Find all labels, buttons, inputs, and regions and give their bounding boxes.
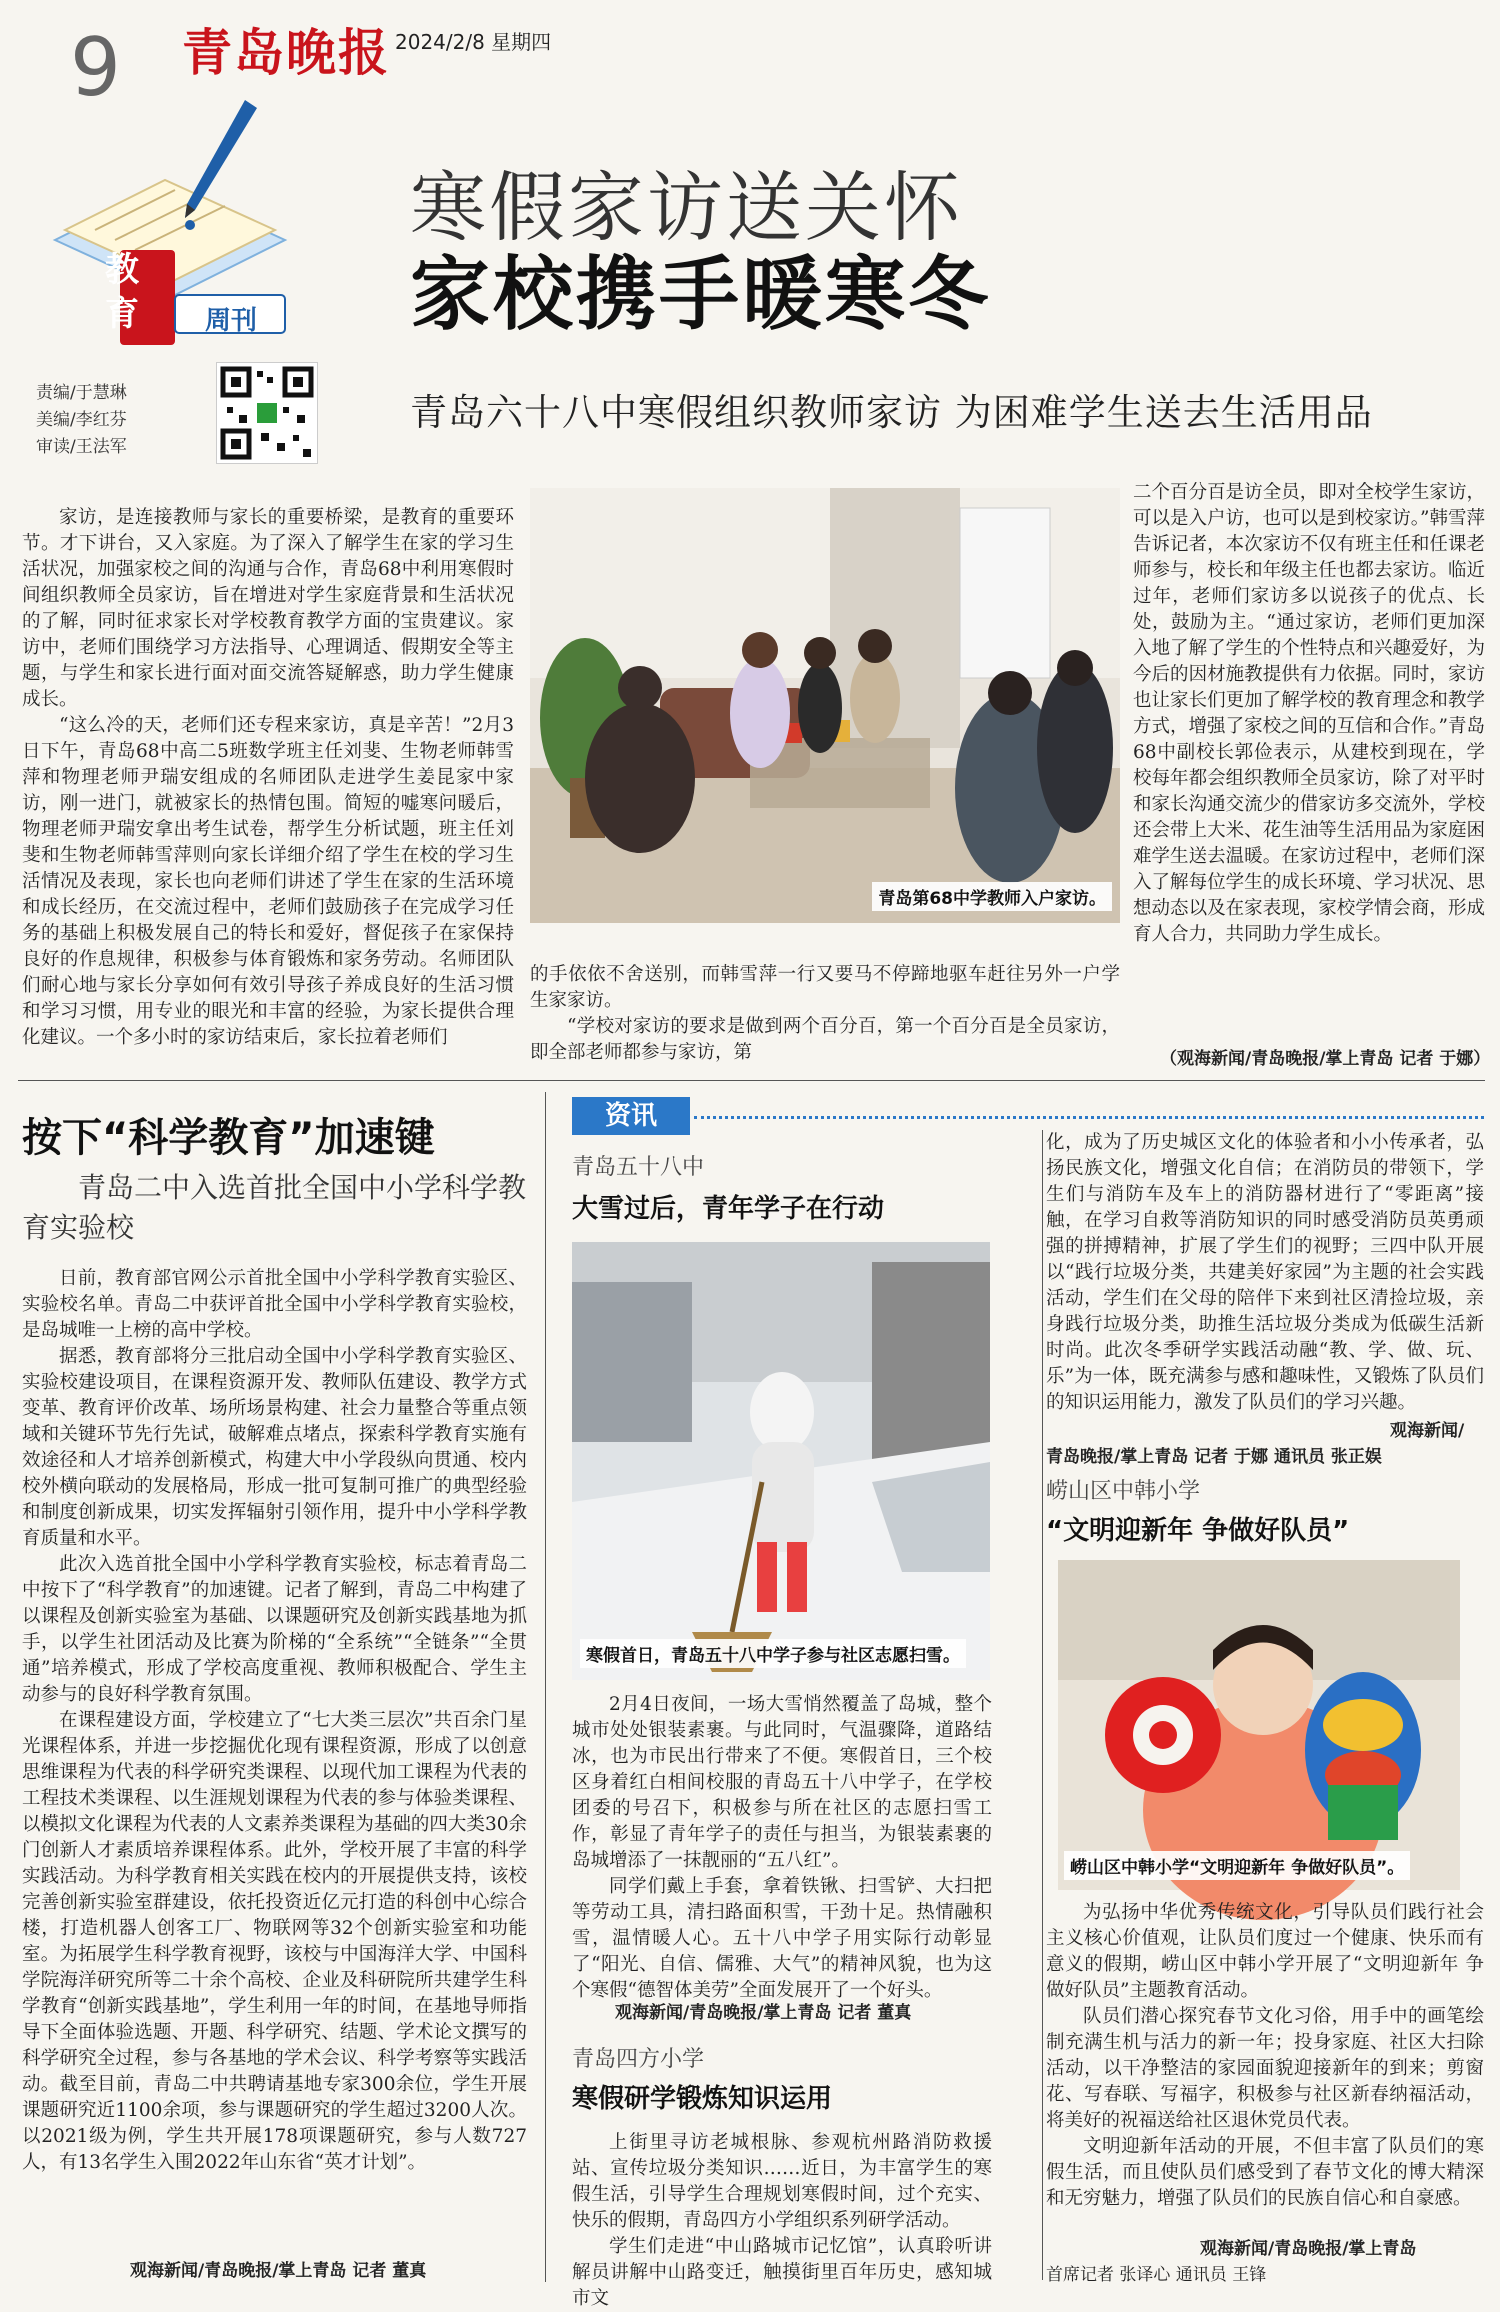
science-paragraph: 此次入选首批全国中小学科学教育实验校，标志着青岛二中按下了“科学教育”的加速键。记者了解到，青岛二中构建了以课程及创新实验室为基础、以课题研究及创新实践基地为抓手，以学生社团活动及比赛为阶梯的“全系统”“全链条”“全贯通”培养模式，形成了学校高度重视、教师积极配合、学生主动参与的良好科学教育氛围。	[22, 1554, 527, 1705]
column-divider	[1042, 1130, 1043, 2280]
news-section-tab: 资讯	[572, 1097, 690, 1135]
lead-paragraph: 二个百分百是访全员，即对全校学生家访，可以是入户访，也可以是到校家访。”韩雪萍告诉记者，本次家访不仅有班主任和任课老师参与，校长和年级主任也都去家访。临近过年，老师们家访多以说孩子的优点、长处，鼓励为主。“通过家访，老师们更加深入地了解了学生的个性特点和兴趣爱好，为今后的因材施教提供有力依据。同时，家访也让家长们更加了解学校的教育理念和教学方式，增强了家校之间的互信和合作。”青岛68中副校长郭俭表示，从建校到现在，学校每年都会组织教师全员家访，除了对平时和家长沟通交流少的借家访多交流外，学校还会带上大米、花生油等生活用品为家庭困难学生送去温暖。在家访过程中，老师们深入了解每位学生的成长环境、学习状况、思想动态以及在家表现，家校学情会商，形成育人合力，共同助力学生成长。	[1133, 482, 1485, 945]
paper-name: 青岛晚报	[182, 23, 390, 82]
snow-kicker: 青岛五十八中	[572, 1155, 705, 1180]
science-body	[22, 1266, 527, 2251]
lead-column-3	[1133, 480, 1485, 1028]
laoshan-photo-caption: 崂山区中韩小学“文明迎新年 争做好队员”。	[1064, 1851, 1410, 1880]
lead-byline: （观海新闻/青岛晚报/掌上青岛 记者 于娜）	[1160, 1049, 1491, 1069]
dateline: 2024/2/8 星期四	[395, 30, 552, 54]
laoshan-paragraph: 为弘扬中华优秀传统文化，引导队员们践行社会主义核心价值观，让队员们度过一个健康、快乐而有意义的假期，崂山区中韩小学开展了“文明迎新年 争做好队员”主题教育活动。	[1046, 1902, 1484, 2001]
laoshan-headline: “文明迎新年 争做好队员”	[1046, 1516, 1350, 1546]
girl-with-papercut-photo	[1058, 1560, 1460, 1890]
sifang-body	[572, 2130, 992, 2309]
lead-column-2	[530, 962, 1120, 1070]
science-byline: 观海新闻/青岛晚报/掌上青岛 记者 董真	[130, 2261, 427, 2281]
science-paragraph: 日前，教育部官网公示首批全国中小学科学教育实验区、实验校名单。青岛二中获评首批全国中小学科学教育实验校，是岛城唯一上榜的高中学校。	[22, 1268, 527, 1341]
lead-paragraph: 家访，是连接教师与家长的重要桥梁，是教育的重要环节。才下讲台，又入家庭。为了深入了解学生在家的学习生活状况，加强家校之间的沟通与合作，青岛68中利用寒假时间组织教师全员家访，旨在增进对学生家庭背景和生活状况的了解，同时征求家长对学校教育教学方面的宝贵建议。家访中，老师们围绕学习方法指导、心理调适、假期安全等主题，与学生和家长进行面对面交流答疑解惑，助力学生健康成长。	[22, 507, 514, 710]
lead-paragraph: 的手依依不舍送别，而韩雪萍一行又要马不停蹄地驱车赶往另外一户学生家家访。	[530, 964, 1120, 1011]
sifang-paragraph: 上街里寻访老城根脉、参观杭州路消防救援站、宣传垃圾分类知识……近日，为丰富学生的寒假生活，引导学生合理规划寒假时间，过个充实、快乐的假期，青岛四方小学组织系列研学活动。	[572, 2132, 992, 2231]
snow-paragraph: 同学们戴上手套，拿着铁锹、扫雪铲、大扫把等劳动工具，清扫路面积雪，干劲十足。热情融积雪，温情暖人心。五十八中学子用实际行动彰显了“阳光、自信、儒雅、大气”的精神风貌，也为这个寒假“德智体美劳”全面发展开了一个好头。	[572, 1876, 992, 2001]
qr-code[interactable]	[216, 362, 318, 464]
lead-photo	[530, 488, 1120, 923]
science-paragraph: 据悉，教育部将分三批启动全国中小学科学教育实验区、实验校建设项目，在课程资源开发、教师队伍建设、教学方式变革、教育评价改革、场所场景构建、社会力量整合等重点领域和关键环节先行先试，破解难点堵点，探索科学教育实施有效途径和人才培养创新模式，构建大中小学段纵向贯通、校内校外横向联动的发展格局，形成一批可复制可推广的典型经验和制度创新成果，切实发挥辐射引领作用，提升中小学科学教育质量和水平。	[22, 1346, 527, 1549]
lead-headline-1: 寒假家访送关怀	[410, 163, 963, 252]
lead-subheadline: 青岛六十八中寒假组织教师家访 为困难学生送去生活用品	[410, 391, 1373, 434]
snow-photo-caption: 寒假首日，青岛五十八中学子参与社区志愿扫雪。	[580, 1639, 966, 1668]
laoshan-byline-2: 首席记者 张译心 通讯员 王锋	[1046, 2265, 1267, 2285]
laoshan-kicker: 崂山区中韩小学	[1046, 1479, 1201, 1504]
snow-paragraph: 2月4日夜间，一场大雪悄然覆盖了岛城，整个城市处处银装素裹。与此同时，气温骤降，道路结冰，也为市民出行带来了不便。寒假首日，三个校区身着红白相间校服的青岛五十八中学子，在学校团委的号召下，积极参与所在社区的志愿扫雪工作，彰显了青年学子的责任与担当，为银装素裹的岛城增添了一抹靓丽的“五八红”。	[572, 1694, 992, 1871]
section-char-2: 育	[105, 294, 139, 334]
lead-paragraph: “这么冷的天，老师们还专程来家访，真是辛苦！”2月3日下午，青岛68中高二5班数学班主任刘斐、生物老师韩雪萍和物理老师尹瑞安组成的名师团队走进学生姜昆家中家访，刚一进门，就被家长的热情包围。简短的嘘寒问暖后，物理老师尹瑞安拿出考生试卷，帮学生分析试题，班主任刘斐和生物老师韩雪萍则向家长详细介绍了学生在校的学习生活情况及表现，家长也向老师们讲述了学生在家的生活环境和成长经历，在交流过程中，老师们鼓励孩子在完成学习任务的基础上积极发展自己的特长和爱好，督促孩子在家保持良好的作息规律，积极参与体育锻炼和家务劳动。名师团队们耐心地与家长分享如何有效引导孩子养成良好的生活习惯和学习习惯，用专业的眼光和丰富的经验，为家长提供合理化建议。一个多小时的家访结束后，家长拉着老师们	[22, 715, 514, 1048]
staff-designer: 美编/李红芬	[36, 410, 127, 430]
sifang-kicker: 青岛四方小学	[572, 2047, 705, 2072]
qr-code-icon	[217, 363, 317, 463]
sifang-paragraph: 学生们走进“中山路城市记忆馆”，认真聆听讲解员讲解中山路变迁，触摸街里百年历史，感知城市文	[572, 2236, 992, 2309]
snow-byline: 观海新闻/青岛晚报/掌上青岛 记者 董真	[615, 2003, 912, 2023]
lead-paragraph: “学校对家访的要求是做到两个百分百，第一个百分百是全员家访，即全部老师都参与家访，第	[530, 1016, 1120, 1063]
snow-sweeping-photo	[572, 1242, 990, 1680]
snow-headline: 大雪过后，青年学子在行动	[572, 1194, 885, 1224]
sifang-headline: 寒假研学锻炼知识运用	[572, 2084, 833, 2114]
lead-headline-2: 家校携手暖寒冬	[410, 248, 991, 341]
section-divider	[18, 1080, 1485, 1081]
news-dotted-rule	[694, 1116, 1484, 1119]
staff-proofreader: 审读/王法军	[36, 437, 127, 457]
science-paragraph: 在课程建设方面，学校建立了“七大类三层次”共百余门星光课程体系，并进一步挖掘优化现有课程资源，形成了以创意思维课程为代表的科学研究类课程、以现代加工课程为代表的工程技术类课程、以生涯规划课程为代表的参与体验类课程、以模拟文化课程为代表的人文素养类课程为基础的四大类30余门创新人才素质培养课程体系。此外，学校开展了丰富的科学实践活动。为科学教育相关实践在校内的开展提供支持，该校完善创新实验室群建设，依托投资近亿元打造的科创中心综合楼，打造机器人创客工厂、物联网等32个创新实验室和功能室。为拓展学生科学教育视野，该校与中国海洋大学、中国科学院海洋研究所等二十余个高校、企业及科研院所共建学生科学教育“创新实践基地”，学生利用一年的时间，在基地导师指导下全面体验选题、开题、科学研究、结题、学术论文撰写的科学研究全过程，参与各基地的学术会议、科学考察等实践活动。截至目前，青岛二中共聘请基地专家300余位，学生开展课题研究近1100余项，参与课题研究的学生超过3200人次。以2021级为例，学生共开展178项课题研究，参与人数727人，有13名学生入围2022年山东省“英才计划”。	[22, 1710, 527, 2173]
notebook-pen-icon	[25, 90, 335, 350]
sifang-byline-2: 青岛晚报/掌上青岛 记者 于娜 通讯员 张正娱	[1046, 1447, 1382, 1467]
snow-body	[572, 1692, 992, 2001]
staff-credits	[36, 380, 127, 461]
laoshan-byline-1: 观海新闻/青岛晚报/掌上青岛	[1200, 2239, 1417, 2259]
sifang-body-continued	[1046, 1130, 1484, 1418]
lead-photo-caption: 青岛第68中学教师入户家访。	[872, 882, 1112, 911]
science-subheadline: 青岛二中入选首批全国中小学科学教育实验校	[22, 1171, 527, 1244]
laoshan-body	[1046, 1900, 1484, 2220]
education-weekly-logo	[25, 90, 335, 350]
science-headline: 按下“科学教育”加速键	[22, 1115, 435, 1161]
sifang-byline-1: 观海新闻/	[1390, 1421, 1465, 1441]
lead-column-1	[22, 505, 514, 1070]
laoshan-photo	[1058, 1560, 1460, 1890]
home-visit-photo	[530, 488, 1120, 923]
laoshan-paragraph: 队员们潜心探究春节文化习俗，用手中的画笔绘制充满生机与活力的新一年；投身家庭、社区大扫除活动，以干净整洁的家园面貌迎接新年的到来；剪窗花、写春联、写福字，积极参与社区新春纳福活动，将美好的祝福送给社区退休党员代表。	[1046, 2006, 1484, 2131]
section-char-1: 教	[105, 250, 139, 290]
column-divider	[545, 1092, 546, 2282]
page-number: 9	[70, 21, 121, 114]
section-weekly: 周刊	[205, 306, 258, 336]
laoshan-paragraph: 文明迎新年活动的开展，不但丰富了队员们的寒假生活，而且使队员们感受到了春节文化的博大精深和无穷魅力，增强了队员们的民族自信心和自豪感。	[1046, 2136, 1484, 2209]
snow-photo	[572, 1242, 990, 1680]
sifang-paragraph: 化，成为了历史城区文化的体验者和小小传承者，弘扬民族文化，增强文化自信；在消防员的带领下，学生们与消防车及车上的消防器材进行了“零距离”接触，在学习自救等消防知识的同时感受消防员英勇顽强的拼搏精神，扩展了学生们的视野；三四中队开展以“践行垃圾分类，共建美好家园”为主题的社会实践活动，学生们在父母的陪伴下来到社区清捡垃圾，亲身践行垃圾分类，助推生活垃圾分类成为低碳生活新时尚。此次冬季研学实践活动融“教、学、做、玩、乐”为一体，既充满参与感和趣味性，又锻炼了队员们的知识运用能力，激发了队员们的学习兴趣。	[1046, 1132, 1484, 1413]
staff-editor: 责编/于慧琳	[36, 383, 127, 403]
